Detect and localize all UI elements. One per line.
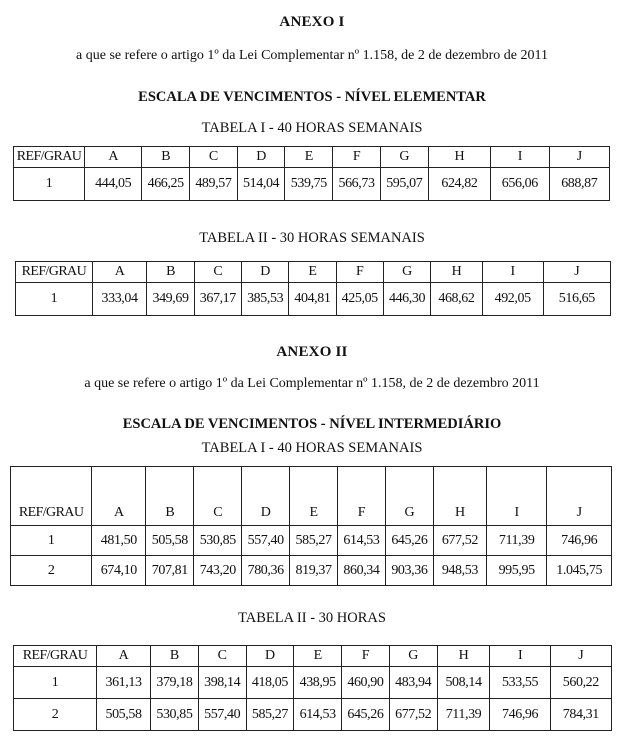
header-ref-grau: REF/GRAU <box>16 262 93 283</box>
salary-cell: 585,27 <box>290 526 338 556</box>
salary-cell: 438,95 <box>294 667 342 699</box>
salary-cell: 516,65 <box>543 283 610 316</box>
salary-cell: 349,69 <box>147 283 194 316</box>
header-grade-d: D <box>241 262 288 283</box>
table-header-row <box>14 646 612 667</box>
ref-cell: 1 <box>14 168 85 201</box>
header-grade-a: A <box>92 467 146 526</box>
salary-cell: 404,81 <box>289 283 336 316</box>
salary-cell: 784,31 <box>550 699 611 731</box>
header-grade-j: J <box>543 262 610 283</box>
table-header-row <box>16 262 611 283</box>
salary-cell: 711,39 <box>486 526 546 556</box>
salary-cell: 483,94 <box>389 667 437 699</box>
annex2-subtitle: a que se refere o artigo 1º da Lei Complementar nº 1.158, de 2 de dezembro 2011 <box>84 376 540 391</box>
salary-cell: 995,95 <box>486 556 546 586</box>
header-grade-c: C <box>194 467 242 526</box>
table-row <box>11 556 612 586</box>
header-grade-c: C <box>194 262 241 283</box>
header-grade-g: G <box>380 147 428 168</box>
annex2-title: ANEXO II <box>276 344 348 360</box>
annex1-subtitle: a que se refere o artigo 1º da Lei Complementar nº 1.158, de 2 de dezembro de 2011 <box>76 48 548 63</box>
salary-cell: 711,39 <box>437 699 490 731</box>
annex2-table2 <box>13 645 612 731</box>
header-grade-h: H <box>437 646 490 667</box>
salary-cell: 468,62 <box>431 283 483 316</box>
header-grade-d: D <box>237 147 285 168</box>
salary-cell: 780,36 <box>242 556 290 586</box>
table-header-row <box>11 467 612 526</box>
header-grade-b: B <box>146 467 194 526</box>
annex2-table1-caption: TABELA I - 40 HORAS SEMANAIS <box>201 440 423 456</box>
header-grade-e: E <box>290 467 338 526</box>
header-grade-h: H <box>433 467 486 526</box>
salary-cell: 444,05 <box>85 168 142 201</box>
salary-cell: 481,50 <box>92 526 146 556</box>
salary-cell: 743,20 <box>194 556 242 586</box>
header-grade-j: J <box>549 147 610 168</box>
table-header-row <box>14 147 610 168</box>
ref-cell: 1 <box>14 667 97 699</box>
salary-cell: 645,26 <box>342 699 390 731</box>
salary-cell: 367,17 <box>194 283 241 316</box>
header-grade-b: B <box>147 262 194 283</box>
header-ref-grau: REF/GRAU <box>11 467 92 526</box>
header-grade-d: D <box>242 467 290 526</box>
salary-cell: 595,07 <box>380 168 428 201</box>
salary-cell: 505,58 <box>146 526 194 556</box>
header-grade-a: A <box>85 147 142 168</box>
salary-cell: 425,05 <box>336 283 383 316</box>
annex2-table1 <box>10 466 612 586</box>
salary-cell: 361,13 <box>97 667 151 699</box>
salary-cell: 460,90 <box>342 667 390 699</box>
header-grade-h: H <box>428 147 491 168</box>
header-grade-f: F <box>342 646 390 667</box>
header-grade-a: A <box>97 646 151 667</box>
salary-cell: 614,53 <box>338 526 386 556</box>
salary-cell: 656,06 <box>491 168 549 201</box>
header-grade-g: G <box>383 262 430 283</box>
annex1-table1 <box>13 146 610 201</box>
salary-cell: 333,04 <box>92 283 147 316</box>
salary-cell: 707,81 <box>146 556 194 586</box>
salary-cell: 446,30 <box>383 283 430 316</box>
ref-cell: 2 <box>11 556 92 586</box>
salary-cell: 505,58 <box>97 699 151 731</box>
salary-cell: 677,52 <box>389 699 437 731</box>
header-grade-b: B <box>151 646 199 667</box>
header-grade-h: H <box>431 262 483 283</box>
salary-cell: 819,37 <box>290 556 338 586</box>
salary-cell: 903,36 <box>385 556 433 586</box>
salary-cell: 379,18 <box>151 667 199 699</box>
table-row <box>14 699 612 731</box>
header-grade-j: J <box>547 467 612 526</box>
table-row <box>14 168 610 201</box>
salary-cell: 566,73 <box>333 168 381 201</box>
salary-cell: 614,53 <box>294 699 342 731</box>
salary-cell: 624,82 <box>428 168 491 201</box>
salary-cell: 508,14 <box>437 667 490 699</box>
salary-cell: 746,96 <box>490 699 550 731</box>
header-grade-d: D <box>246 646 294 667</box>
header-grade-b: B <box>142 147 190 168</box>
table-row <box>16 283 611 316</box>
salary-cell: 645,26 <box>385 526 433 556</box>
header-grade-e: E <box>294 646 342 667</box>
annex1-title: ANEXO I <box>279 14 345 30</box>
salary-cell: 466,25 <box>142 168 190 201</box>
header-grade-i: I <box>486 467 546 526</box>
annex2-table2-caption: TABELA II - 30 HORAS <box>238 610 386 626</box>
header-grade-j: J <box>550 646 611 667</box>
salary-cell: 860,34 <box>338 556 386 586</box>
header-ref-grau: REF/GRAU <box>14 646 97 667</box>
salary-cell: 1.045,75 <box>547 556 612 586</box>
salary-cell: 418,05 <box>246 667 294 699</box>
header-grade-a: A <box>92 262 147 283</box>
annex1-table1-caption: TABELA I - 40 HORAS SEMANAIS <box>201 120 423 136</box>
header-grade-i: I <box>490 646 550 667</box>
salary-cell: 746,96 <box>547 526 612 556</box>
table-row <box>11 526 612 556</box>
salary-cell: 674,10 <box>92 556 146 586</box>
header-grade-g: G <box>385 467 433 526</box>
header-grade-e: E <box>285 147 333 168</box>
ref-cell: 1 <box>16 283 93 316</box>
table-row <box>14 667 612 699</box>
salary-cell: 557,40 <box>242 526 290 556</box>
salary-cell: 489,57 <box>190 168 238 201</box>
annex1-table2-caption: TABELA II - 30 HORAS SEMANAIS <box>199 230 425 246</box>
salary-cell: 530,85 <box>151 699 199 731</box>
ref-cell: 2 <box>14 699 97 731</box>
header-ref-grau: REF/GRAU <box>14 147 85 168</box>
annex2-scale-title: ESCALA DE VENCIMENTOS - NÍVEL INTERMEDIÁRIO <box>122 416 502 432</box>
header-grade-f: F <box>333 147 381 168</box>
header-grade-i: I <box>482 262 543 283</box>
annex1-scale-title: ESCALA DE VENCIMENTOS - NÍVEL ELEMENTAR <box>138 89 486 105</box>
header-grade-f: F <box>338 467 386 526</box>
salary-cell: 514,04 <box>237 168 285 201</box>
salary-cell: 385,53 <box>241 283 288 316</box>
salary-cell: 492,05 <box>482 283 543 316</box>
header-grade-f: F <box>336 262 383 283</box>
annex1-table2 <box>15 261 611 316</box>
header-grade-e: E <box>289 262 336 283</box>
salary-cell: 688,87 <box>549 168 610 201</box>
header-grade-i: I <box>491 147 549 168</box>
salary-cell: 398,14 <box>198 667 246 699</box>
header-grade-g: G <box>389 646 437 667</box>
ref-cell: 1 <box>11 526 92 556</box>
salary-cell: 560,22 <box>550 667 611 699</box>
salary-cell: 585,27 <box>246 699 294 731</box>
salary-cell: 557,40 <box>198 699 246 731</box>
salary-cell: 677,52 <box>433 526 486 556</box>
header-grade-c: C <box>190 147 238 168</box>
salary-cell: 948,53 <box>433 556 486 586</box>
salary-cell: 530,85 <box>194 526 242 556</box>
salary-cell: 539,75 <box>285 168 333 201</box>
header-grade-c: C <box>198 646 246 667</box>
salary-cell: 533,55 <box>490 667 550 699</box>
